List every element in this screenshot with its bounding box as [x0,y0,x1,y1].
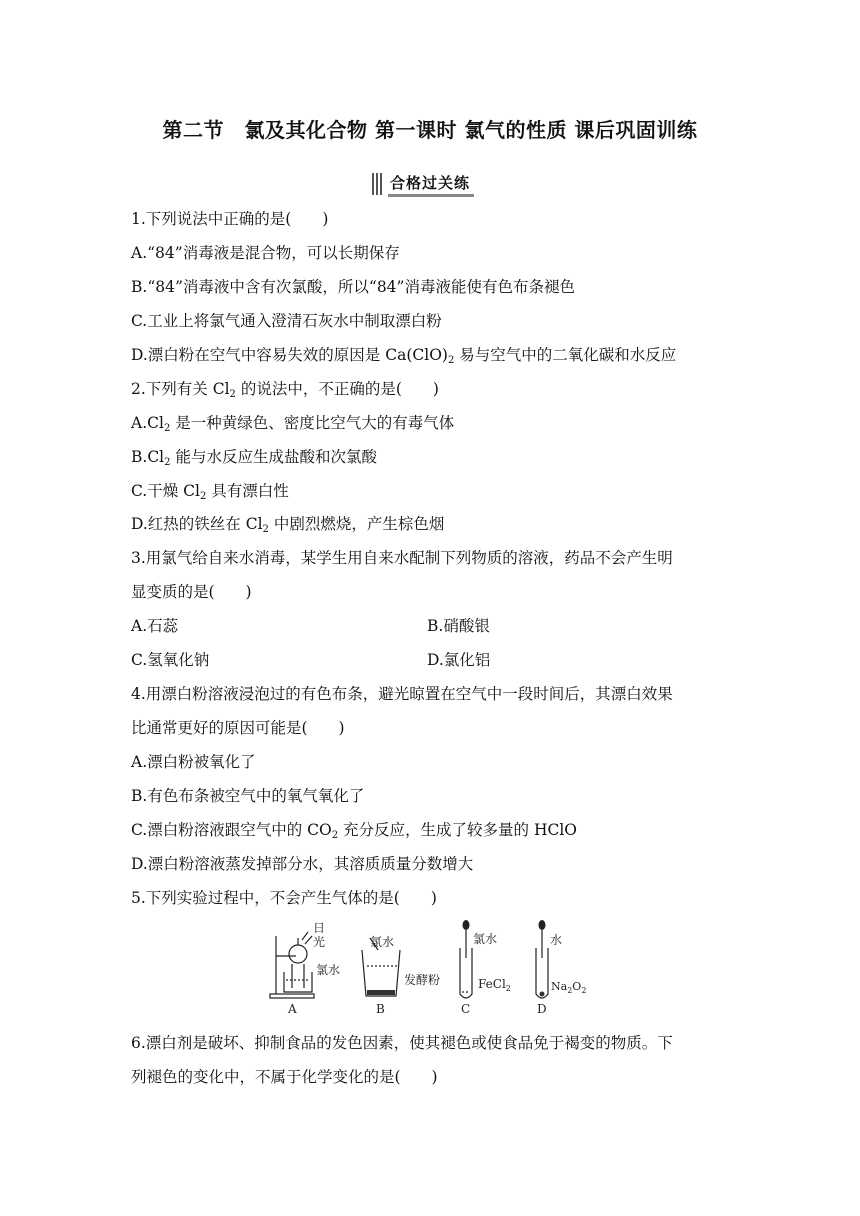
q2-stem: 2.下列有关 $Cl_2$ 的说法中，不正确的是( ) [131,380,439,400]
fig-d-solid-dot [540,992,545,997]
q4-option-d: D.漂白粉溶液蒸发掉部分水，其溶质质量分数增大 [131,855,474,873]
q1-option-c: C.工业上将氯气通入澄清石灰水中制取漂白粉 [131,312,442,330]
fig-b-solid: 发酵粉 [404,973,441,987]
q2-option-d: D.红热的铁丝在 $Cl_2$ 中剧烈燃烧，产生棕色烟 [131,515,445,535]
q3-option-d: D.氯化铝 [427,651,491,669]
q1-stem: 1.下列说法中正确的是( ) [131,210,329,228]
fig-c-letter: C [461,1002,471,1016]
q3-stem-line2: 显变质的是( ) [131,583,252,601]
q2-option-b: $B.Cl_2$ 能与水反应生成盐酸和次氯酸 [131,448,377,468]
q4-option-c: C.漂白粉溶液跟空气中的 $CO_2$ 充分反应，生成了较多量的 HClO [131,821,578,841]
section-header [372,171,474,197]
fig-c-reagent: 氯水 [473,932,498,946]
q3-option-b: B.硝酸银 [427,617,490,635]
q4-option-b: B.有色布条被空气中的氧气氧化了 [131,787,365,805]
q1-option-a: A.“84”消毒液是混合物，可以长期保存 [131,244,400,262]
q2-option-c: C.干燥 $Cl_2$ 具有漂白性 [131,482,289,502]
apparatus-a [270,932,314,998]
q1-option-b: B.“84”消毒液中含有次氯酸，所以“84”消毒液能使有色布条褪色 [131,278,575,296]
q3-option-c: C.氢氧化钠 [131,651,210,669]
q1-option-d: D.漂白粉在空气中容易失效的原因是 $Ca(ClO)_2$ 易与空气中的二氧化碳和水反应 [131,346,677,366]
q6-stem-line1: 6.漂白剂是破坏、抑制食品的发色因素，使其褪色或使食品免于褐变的物质。下 [131,1034,673,1052]
fig-c-dropper-bulb [463,920,470,930]
q4-stem-line1: 4.用漂白粉溶液浸泡过的有色布条，避光晾置在空气中一段时间后，其漂白效果 [131,685,673,703]
fig-a-letter: A [288,1002,297,1016]
q4-option-a: A.漂白粉被氧化了 [131,753,256,771]
fig-b-powder [367,990,395,995]
fig-d-dropper-bulb [539,920,546,930]
fig-a-reagent: 氯水 [316,963,341,977]
q5-stem: 5.下列实验过程中，不会产生气体的是( ) [131,889,437,907]
fig-a-sun-1: 日 [313,921,326,935]
q4-stem-line2: 比通常更好的原因可能是( ) [131,719,345,737]
q3-option-a: A.石蕊 [131,617,179,635]
section-bars-icon [372,173,382,195]
page-title: 第二节 氯及其化合物 第一课时 氯气的性质 课后巩固训练 [162,118,698,142]
fig-c-solid: FeCl$_2$ [478,977,511,993]
q5-apparatus-figure [266,916,596,1016]
fig-d-solid: $Na_2O_2$ [551,980,587,995]
apparatus-c [460,930,472,998]
fig-a-sun-2: 光 [313,935,326,949]
fig-d-reagent: 水 [550,933,563,947]
q6-stem-line2: 列褪色的变化中，不属于化学变化的是( ) [131,1068,438,1086]
q3-stem-line1: 3.用氯气给自来水消毒，某学生用自来水配制下列物质的溶液，药品不会产生明 [131,549,673,567]
section-label: 合格过关练 [388,172,474,197]
fig-b-reagent: 氯水 [370,935,395,949]
fig-b-letter: B [376,1002,385,1016]
apparatus-d [536,930,548,998]
q2-option-a: $A.Cl_2$ 是一种黄绿色、密度比空气大的有毒气体 [131,414,455,434]
fig-d-letter: D [537,1002,547,1016]
